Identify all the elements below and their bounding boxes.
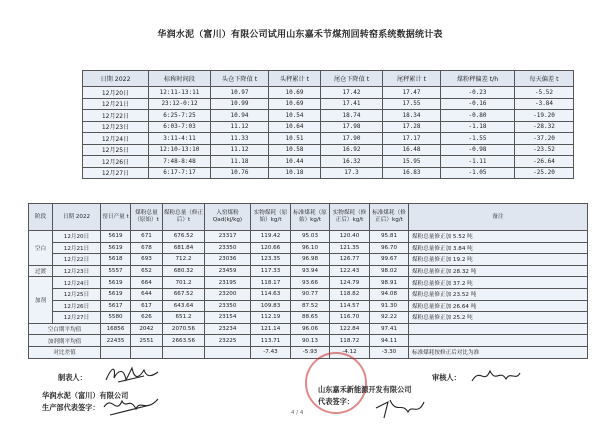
table2-cell: 680.32 — [163, 265, 205, 277]
table2-cell: 12月27日 — [53, 312, 101, 324]
summary-label: 对比差值 — [29, 346, 101, 358]
summary-cell — [101, 346, 131, 358]
summary-cell — [131, 346, 163, 358]
table1-cell: 17.90 — [321, 133, 383, 145]
table2-cell: 124.79 — [330, 277, 370, 289]
table1-row — [83, 167, 574, 179]
table1-cell: 17.3 — [321, 167, 383, 179]
table1-cell: -28.32 — [515, 121, 574, 133]
table2-cell: 91.30 — [370, 300, 409, 312]
summary-cell — [409, 323, 588, 335]
summary-cell: 113.71 — [251, 335, 291, 347]
table2-cell: 5557 — [101, 265, 131, 277]
table1-cell: 10.94 — [211, 110, 269, 122]
table1-cell: -1.18 — [441, 121, 515, 133]
table2-row — [29, 265, 588, 277]
table1-cell: -0.80 — [441, 110, 515, 122]
summary-cell: -7.43 — [251, 346, 291, 358]
table1-cell: 17.41 — [321, 98, 383, 110]
table2-cell: 644 — [131, 288, 163, 300]
table2-cell: 114.57 — [330, 300, 370, 312]
table1-cell: 23:12-0:12 — [149, 98, 211, 110]
table1-cell: 10.58 — [269, 144, 321, 156]
right-rep-signature — [374, 396, 426, 420]
table2-cell: 121.35 — [330, 242, 370, 254]
table2-cell: 664 — [131, 277, 163, 289]
table2-cell: 98.02 — [370, 265, 409, 277]
summary-cell: 16856 — [101, 323, 131, 335]
table2-cell: 煤粉总量修正加 26.64 吨 — [409, 300, 588, 312]
reviewer-label: 审核人： — [432, 373, 461, 382]
table1-header-cell: 日期 2022 — [83, 71, 149, 87]
table1-row — [83, 156, 574, 168]
table1-cell: -3.84 — [515, 98, 574, 110]
table2-cell: 701.2 — [163, 277, 205, 289]
table1-cell: 3:11-4:11 — [149, 133, 211, 145]
table1-header-cell: 尾秤累计 t — [383, 71, 441, 87]
summary-cell: 96.06 — [291, 323, 330, 335]
stage-cell: 过渡 — [29, 265, 53, 277]
table2-cell: 117.33 — [251, 265, 291, 277]
table2-cell: 123.35 — [251, 254, 291, 266]
table1-cell: 17.98 — [321, 121, 383, 133]
table2-cell: 681.84 — [163, 242, 205, 254]
table1-cell: 17.47 — [383, 87, 441, 99]
table2-cell: 643.64 — [163, 300, 205, 312]
table1-cell: 12月24日 — [83, 133, 149, 145]
table1-row — [83, 121, 574, 133]
table1-cell: 12月25日 — [83, 144, 149, 156]
table1-cell: 18.34 — [383, 110, 441, 122]
table1-cell: 16.83 — [383, 167, 441, 179]
stage-cell: 加剂 — [29, 277, 53, 323]
page-number: 4 / 4 — [291, 410, 304, 416]
table2-cell: 煤粉总量修正加 37.2 吨 — [409, 277, 588, 289]
table1-cell: 16.48 — [383, 144, 441, 156]
table2-header-cell: 实物煤耗（修正后）kg/t — [330, 204, 370, 231]
table1-cell: 17.55 — [383, 98, 441, 110]
table1-cell: 16.32 — [321, 156, 383, 168]
summary-row — [29, 323, 588, 335]
table2-cell: 667.52 — [163, 288, 205, 300]
table1-cell: 18.74 — [321, 110, 383, 122]
summary-cell: 94.11 — [370, 335, 409, 347]
summary-cell — [163, 346, 205, 358]
table2-header-cell: 实物煤耗（原始）kg/t — [251, 204, 291, 231]
table1-cell: 12:10-13:10 — [149, 144, 211, 156]
table2-cell: 12月26日 — [53, 300, 101, 312]
summary-cell: 标准煤耗按修正后对比为准 — [409, 346, 588, 358]
table1-cell: 10.76 — [211, 167, 269, 179]
table1-cell: 11.12 — [211, 121, 269, 133]
table1-cell: 11.18 — [211, 156, 269, 168]
summary-cell — [409, 335, 588, 347]
table2-cell: 95.81 — [370, 231, 409, 243]
table1-cell: 10.64 — [269, 121, 321, 133]
table1-cell: 10.44 — [269, 156, 321, 168]
summary-cell — [205, 346, 251, 358]
table2-row — [29, 242, 588, 254]
table1-header-cell: 每天偏差 t — [515, 71, 574, 87]
table2-cell: 5619 — [101, 231, 131, 243]
table2-cell: 94.08 — [370, 288, 409, 300]
table2-cell: 676.52 — [163, 231, 205, 243]
table1-cell: 10.51 — [269, 133, 321, 145]
table2-cell: 96.70 — [370, 242, 409, 254]
table1-row — [83, 144, 574, 156]
table2-cell: 12月20日 — [53, 231, 101, 243]
table2-cell: 煤粉总量修正加 25.2 吨 — [409, 312, 588, 324]
reviewer-signature — [470, 365, 522, 387]
table2-cell: 96.98 — [291, 254, 330, 266]
table2-cell: 652 — [131, 265, 163, 277]
table1-cell: 12月20日 — [83, 87, 149, 99]
table2-cell: 23200 — [205, 288, 251, 300]
table1-cell: -25.20 — [515, 167, 574, 179]
table1-cell: 17.17 — [383, 133, 441, 145]
preparer-label: 制表人： — [58, 373, 87, 382]
table2-cell: 92.22 — [370, 312, 409, 324]
table2-header-cell: 煤粉总量（原始）t — [131, 204, 163, 231]
table2-cell: 651.2 — [163, 312, 205, 324]
summary-cell: 22435 — [101, 335, 131, 347]
table1-cell: 17.42 — [321, 87, 383, 99]
table2-cell: 99.67 — [370, 254, 409, 266]
table2-cell: 煤粉总量修正加 28.32 吨 — [409, 265, 588, 277]
table2-cell: 87.52 — [291, 300, 330, 312]
table2-cell: 116.70 — [330, 312, 370, 324]
table1-cell: -5.52 — [515, 87, 574, 99]
summary-cell: 122.84 — [330, 323, 370, 335]
table1-cell: 10.18 — [269, 167, 321, 179]
summary-cell: -5.93 — [291, 346, 330, 358]
table1-cell: 10.99 — [211, 98, 269, 110]
document-title: 华润水泥（富川）有限公司试用山东嘉禾节煤剂回转窑系统数据统计表 — [157, 30, 443, 40]
left-rep-label: 生产部代表签字： — [42, 403, 100, 412]
summary-row — [29, 335, 588, 347]
table2-row — [29, 300, 588, 312]
summary-label: 空白期平均值 — [29, 323, 101, 335]
table1-header-cell: 标称时间段 — [149, 71, 211, 87]
left-rep-signature — [102, 393, 160, 417]
table2-cell: 5619 — [101, 277, 131, 289]
summary-cell: 23225 — [205, 335, 251, 347]
table2-cell: 12月24日 — [53, 277, 101, 289]
table1-row — [83, 98, 574, 110]
table1-cell: -0.98 — [441, 144, 515, 156]
table1-cell: -1.05 — [441, 167, 515, 179]
table1-header-cell: 尾仓下降值 t — [321, 71, 383, 87]
table2-cell: 12月21日 — [53, 242, 101, 254]
table1-cell: -1.11 — [441, 156, 515, 168]
summary-cell: 118.72 — [330, 335, 370, 347]
summary-cell: -4.12 — [330, 346, 370, 358]
table2-header-cell: 日期 2022 — [53, 204, 101, 231]
table1-cell: 12月23日 — [83, 121, 149, 133]
table1-cell: 11.33 — [211, 133, 269, 145]
table2-header-cell: 窑日产量 t — [101, 204, 131, 231]
table1-cell: 12月21日 — [83, 98, 149, 110]
table1-cell: 7:48-8:48 — [149, 156, 211, 168]
table1-header-cell: 头仓下降值 t — [211, 71, 269, 87]
table1-cell: -0.16 — [441, 98, 515, 110]
table2-cell: 5617 — [101, 300, 131, 312]
table2-cell: 122.43 — [330, 265, 370, 277]
table2-header-cell: 入窑煤粉 Qad(kj/kg) — [205, 204, 251, 231]
stage-cell: 空白 — [29, 231, 53, 266]
table2-cell: 23350 — [205, 242, 251, 254]
preparer-signature — [104, 362, 160, 386]
table1-cell: -26.64 — [515, 156, 574, 168]
table2-header-cell: 煤粉总量（修正后）t — [163, 204, 205, 231]
table2-header-cell: 标准煤耗（修正后）kg/t — [370, 204, 409, 231]
table2-cell: 119.42 — [251, 231, 291, 243]
summary-cell: 2070.56 — [163, 323, 205, 335]
table2-cell: 23350 — [205, 300, 251, 312]
table2-row — [29, 288, 588, 300]
table2-header-cell: 备注 — [409, 204, 588, 231]
table2-row — [29, 231, 588, 243]
table2-cell: 23317 — [205, 231, 251, 243]
table2-cell: 93.94 — [291, 265, 330, 277]
table2-cell: 88.65 — [291, 312, 330, 324]
table1-cell: -19.20 — [515, 110, 574, 122]
table2-cell: 5619 — [101, 242, 131, 254]
table1-row — [83, 87, 574, 99]
table1-cell: -37.20 — [515, 133, 574, 145]
table2-cell: 煤粉总量修正加 23.52 吨 — [409, 288, 588, 300]
table2-cell: 98.91 — [370, 277, 409, 289]
table2-cell: 90.77 — [291, 288, 330, 300]
table2-cell: 120.66 — [251, 242, 291, 254]
table2-cell: 23195 — [205, 277, 251, 289]
table2-cell: 109.83 — [251, 300, 291, 312]
table1-cell: 10.69 — [269, 98, 321, 110]
table2-row — [29, 277, 588, 289]
table1-cell: 10.97 — [211, 87, 269, 99]
table2-cell: 712.2 — [163, 254, 205, 266]
table1-cell: 6:25-7:25 — [149, 110, 211, 122]
table2-cell: 煤粉总量修正加 19.2 吨 — [409, 254, 588, 266]
summary-cell: 97.41 — [370, 323, 409, 335]
table2-cell: 12月23日 — [53, 265, 101, 277]
table1-cell: 6:17-7:17 — [149, 167, 211, 179]
table1-cell: 15.95 — [383, 156, 441, 168]
table2-cell: 12月22日 — [53, 254, 101, 266]
table1-header-cell: 煤粉秤偏差 t/h — [441, 71, 515, 87]
table2-cell: 626 — [131, 312, 163, 324]
table2-cell: 5580 — [101, 312, 131, 324]
table1-cell: 16.92 — [321, 144, 383, 156]
table2-cell: 678 — [131, 242, 163, 254]
summary-cell: 2551 — [131, 335, 163, 347]
table1-header-cell: 头秤累计 t — [269, 71, 321, 87]
table1-cell: -1.55 — [441, 133, 515, 145]
table1-cell: 12月26日 — [83, 156, 149, 168]
table2-cell: 23154 — [205, 312, 251, 324]
table2-cell: 23459 — [205, 265, 251, 277]
table1-cell: 10.69 — [269, 87, 321, 99]
right-rep-label: 代表签字： — [318, 397, 354, 406]
table2-cell: 126.77 — [330, 254, 370, 266]
table2-row — [29, 254, 588, 266]
table1-row — [83, 110, 574, 122]
table2-cell: 617 — [131, 300, 163, 312]
summary-row — [29, 346, 588, 358]
summary-label: 加剂期平均值 — [29, 335, 101, 347]
summary-cell: -3.30 — [370, 346, 409, 358]
table2-cell: 5619 — [101, 288, 131, 300]
table2-cell: 120.40 — [330, 231, 370, 243]
summary-cell: 23234 — [205, 323, 251, 335]
table2-row — [29, 312, 588, 324]
table1-cell: 6:03-7:03 — [149, 121, 211, 133]
summary-cell: 2042 — [131, 323, 163, 335]
coal-consumption-table — [28, 203, 588, 359]
summary-cell: 2663.56 — [163, 335, 205, 347]
table2-header-cell: 阶段 — [29, 204, 53, 231]
table1-cell: -23.52 — [515, 144, 574, 156]
table2-header-cell: 标准煤耗（原始）kg/t — [291, 204, 330, 231]
table2-cell: 95.03 — [291, 231, 330, 243]
table2-cell: 5618 — [101, 254, 131, 266]
table1-cell: 12:11-13:11 — [149, 87, 211, 99]
scale-deviation-table — [82, 70, 574, 179]
table2-cell: 煤粉总量修正加 3.84 吨 — [409, 242, 588, 254]
table2-cell: 12月25日 — [53, 288, 101, 300]
table1-row — [83, 133, 574, 145]
left-company-name: 华润水泥（富川）有限公司 — [42, 391, 129, 400]
table2-cell: 118.82 — [330, 288, 370, 300]
table1-cell: 12月27日 — [83, 167, 149, 179]
table2-cell: 118.17 — [251, 277, 291, 289]
table2-cell: 112.19 — [251, 312, 291, 324]
table2-cell: 煤粉总量修正加 5.52 吨 — [409, 231, 588, 243]
table2-cell: 23036 — [205, 254, 251, 266]
table2-cell: 693 — [131, 254, 163, 266]
table2-cell: 114.63 — [251, 288, 291, 300]
right-company-name: 山东嘉禾新能源开发有限公司 — [318, 385, 412, 394]
table1-cell: 17.28 — [383, 121, 441, 133]
table2-cell: 93.66 — [291, 277, 330, 289]
table1-cell: 11.12 — [211, 144, 269, 156]
summary-cell: 121.14 — [251, 323, 291, 335]
table1-cell: -0.23 — [441, 87, 515, 99]
table1-cell: 12月22日 — [83, 110, 149, 122]
summary-cell: 90.13 — [291, 335, 330, 347]
table1-cell: 10.54 — [269, 110, 321, 122]
table2-cell: 671 — [131, 231, 163, 243]
table2-cell: 96.10 — [291, 242, 330, 254]
